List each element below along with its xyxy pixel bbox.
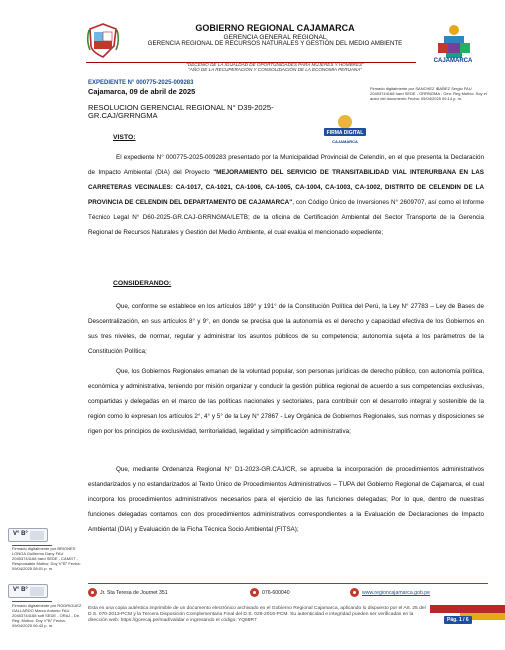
header-decade-block [150, 62, 400, 73]
globe-icon [350, 588, 359, 597]
considerando-heading: CONSIDERANDO: [113, 280, 172, 287]
footer-authenticity-note: Esta es una copia auténtica imprimible de un documento electrónico archivado en el Gobierno Regional Cajamarca, aplicando lo dispuesto por el Art. 25 del D.S. 070-2013-PCM y la Tercera Disposición Complementaria Final del D.S. 026-2016-PCM. Su autenticidad e integridad pueden ser verificadas en la dirección web: https://gorecaj.pe/mad/validar e ingresando el código: YQ58R7 [88, 606, 426, 624]
vb-stamp-2 [8, 584, 48, 598]
header-gerencia-recursos: GERENCIA REGIONAL DE RECURSOS NATURALES Y GESTIÓN DEL MEDIO AMBIENTE [147, 40, 403, 48]
margin-signature-1: Firmado digitalmente por BRIONES LONGA Guillermo Dany FAU 20453744168 hard SEDE - CAMGT - Responsable Motivo: Doy V°B° Fecha: 09/04/2025 08:01 p. m. [12, 546, 81, 571]
resolution-title: RESOLUCION GERENCIAL REGIONAL N° D39-2025-GR.CAJ/GRRNGMA [88, 103, 274, 120]
expediente-number: EXPEDIENTE N° 000775-2025-009283 [88, 80, 194, 86]
vb-badge-icon [30, 587, 44, 596]
footer-phone [250, 588, 290, 597]
margin-signature-2: Firmado digitalmente por RODRIGUEZ GALLARDO Marco Antonio FAU 20453744168 soft SEDE - ORAJ - Dir. Reg. Motivo: Doy V°B° Fecha: 09/04/2025 06:43 p. m. [12, 603, 82, 628]
firma-digital-sub: CAJAMARCA [332, 139, 358, 144]
footer-web-link[interactable]: www.regioncajamarca.gob.pe [362, 589, 431, 596]
header-gobierno: GOBIERNO REGIONAL CAJAMARCA [195, 23, 355, 33]
footer-address-text: Jr. Sta Teresa de Journet 351 [100, 589, 168, 596]
header-anio: "AÑO DE LA RECUPERACIÓN Y CONSOLIDACIÓN DE LA ECONOMÍA PERUANA" [188, 67, 362, 73]
visto-text-end: , con Código Único de Inversiones N° 2609707, así como el Informe Técnico Legal N° D60-2025-GR.CAJ-GRRNGMA/LETB; de la oficina de Certificación Ambiental del Sector Transporte de la Gerencia Regional de Recursos Naturales y Gestión del Medio Ambiente, el cual evalúa el mencionado expediente; [88, 199, 484, 236]
page-number: Pág. 1 / 6 [444, 616, 472, 624]
project-name: "MEJORAMIENTO DEL SERVICIO DE TRANSITABILIDAD VIAL INTERURBANA EN LAS CARRETERAS VECINALES: CA-1017, CA-1021, CA-1006, CA-1005, CA-1004, CA-1003, CA-1002, DISTRITO DE CELENDIN DE LA PROVINCIA DE CELENDIN DEL DEPARTAMENTO DE CAJAMARCA" [88, 169, 484, 206]
footer-divider [88, 583, 488, 584]
paragraph-constitucion: Que, conforme se establece en los artículos 189° y 191° de la Constitución Política del Perú, la Ley N° 27783 – Ley de Bases de Descentralización, en sus artículos 8° y 9°, en donde se precisa que la autonomía es el derecho y capacidad efectiva de los Gobiernos en sus tres niveles, de normar, regular y administrar los asuntos públicos de su competencia; autonomía sujeta a los parámetros de la Constitución Política; [88, 303, 484, 355]
visto-text-start: El expediente N° 000775-2025-009283 presentado por la Municipalidad Provincial de Celendín, en el que presenta la Declaración de Impacto Ambiental (DIA) del Proyecto [88, 154, 484, 176]
top-signature-text: Firmado digitalmente por SANCHEZ IBAÑEZ Sergio FAU 20453744168 hard SEDE - GRRNGMA - Gen. Reg Motivo: Soy el autor del documento Fecha: 09/04/2025 09:14 p. m. [370, 86, 487, 101]
signature-line-2 [12, 601, 52, 602]
paragraph-gobiernos-regionales: Que, los Gobiernos Regionales emanan de la voluntad popular, son personas jurídicas de derecho público, con autonomía política, económica y administrativa, teniendo por misión organizar y conducir la gestión pública regional de acuerdo a sus competencias exclusivas, compartidas y delegadas en el marco de las políticas nacionales y sectoriales, para contribuir con el desarrollo integral y sostenible de la región como lo expresan los artículos 2°, 4° y 5° de la Ley N° 27867 - Ley Orgánica de Gobiernos Regionales, sus normas y disposiciones se rigen por los principios de exclusividad, territorialidad, legalidad y simplificación administrativa; [88, 368, 484, 435]
peru-coat-of-arms-icon [86, 22, 120, 58]
vb-stamp-1 [8, 528, 48, 542]
visto-heading: VISTO: [113, 134, 136, 141]
vb-badge-icon [30, 531, 44, 540]
visto-paragraph [88, 150, 484, 240]
footer-address [88, 588, 168, 597]
footer-red-stripe [430, 605, 505, 613]
firma-digital-label: FIRMA DIGITAL [326, 130, 364, 136]
vb-label-1: V° B° [13, 531, 28, 537]
paragraph-ordenanza: Que, mediante Ordenanza Regional N° D1-2023-GR.CAJ/CR, se aprueba la incorporación de procedimientos administrativos estandarizados y no estandarizados al Texto Único de Procedimientos Administrativos – TUPA del Gobierno Regional de Cajamarca, el cual incorpora los procedimientos administrativos necesarios para el ejercicio de las funciones delegadas; Por lo que, dentro de nuestras funciones delegadas contamos con dos procedimientos administrativos correspondientes a la Evaluación de Declaraciones de Impacto Ambiental (DIA) y Evaluación de la Ficha Técnica Socio Ambiental (FITSA); [88, 466, 484, 533]
header-decenio: "DECENIO DE LA IGUALDAD DE OPORTUNIDADES PARA MUJERES Y HOMBRES" [186, 62, 364, 67]
logo-text: CAJAMARCA [433, 58, 473, 64]
location-pin-icon [88, 588, 97, 597]
document-date: Cajamarca, 09 de abril de 2025 [88, 87, 196, 96]
header-gerencia-general: GERENCIA GENERAL REGIONAL [223, 33, 327, 41]
vb-label-2: V° B° [13, 587, 28, 593]
header-title-block [140, 24, 410, 48]
footer-web[interactable] [350, 588, 430, 597]
phone-icon [250, 588, 259, 597]
digital-signature-seal-icon [322, 112, 368, 146]
footer-phone-text: 076-600040 [262, 589, 290, 596]
